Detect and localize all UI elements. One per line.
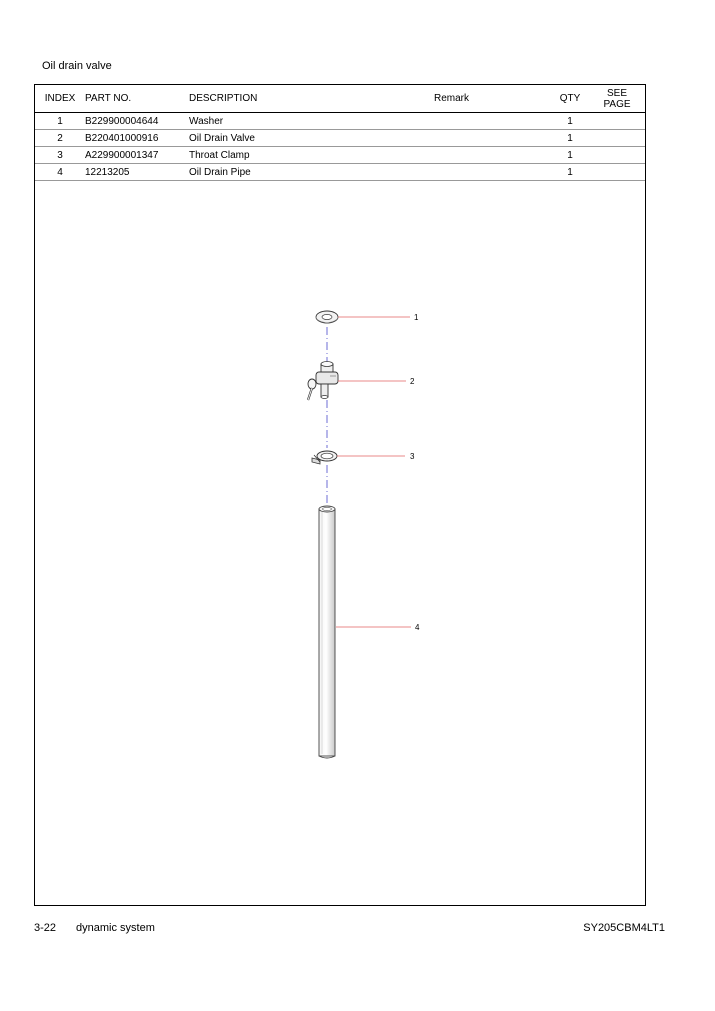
oil-drain-valve-part <box>308 362 338 401</box>
row-part-no: A229900001347 <box>85 147 189 164</box>
header-part-no: PART NO. <box>85 85 189 113</box>
row-part-no: B229900004644 <box>85 113 189 130</box>
callout-2: 2 <box>410 377 415 386</box>
header-qty: QTY <box>551 85 589 113</box>
row-index: 2 <box>35 130 85 147</box>
footer-section: dynamic system <box>76 922 155 934</box>
callout-1: 1 <box>414 313 419 322</box>
oil-drain-pipe-part <box>319 506 335 758</box>
callout-3: 3 <box>410 452 415 461</box>
row-description: Washer <box>189 113 434 130</box>
footer-page-number: 3-22 <box>34 922 57 934</box>
row-description: Oil Drain Valve <box>189 130 434 147</box>
row-qty: 1 <box>551 147 589 164</box>
page-title: Oil drain valve <box>42 60 112 72</box>
row-index: 1 <box>35 113 85 130</box>
header-see: SEE <box>606 87 627 99</box>
row-qty: 1 <box>551 113 589 130</box>
row-part-no: 12213205 <box>85 164 189 181</box>
callout-4: 4 <box>415 623 420 632</box>
washer-part <box>316 311 338 323</box>
footer-model: SY205CBM4LT1 <box>583 922 665 934</box>
throat-clamp-part <box>312 451 337 464</box>
header-remark: Remark <box>434 85 551 113</box>
header-page: PAGE <box>603 98 631 110</box>
row-part-no: B220401000916 <box>85 130 189 147</box>
header-index: INDEX <box>35 85 85 113</box>
row-description: Throat Clamp <box>189 147 434 164</box>
header-description: DESCRIPTION <box>189 85 434 113</box>
row-index: 4 <box>35 164 85 181</box>
row-index: 3 <box>35 147 85 164</box>
row-qty: 1 <box>551 130 589 147</box>
row-qty: 1 <box>551 164 589 181</box>
row-description: Oil Drain Pipe <box>189 164 434 181</box>
